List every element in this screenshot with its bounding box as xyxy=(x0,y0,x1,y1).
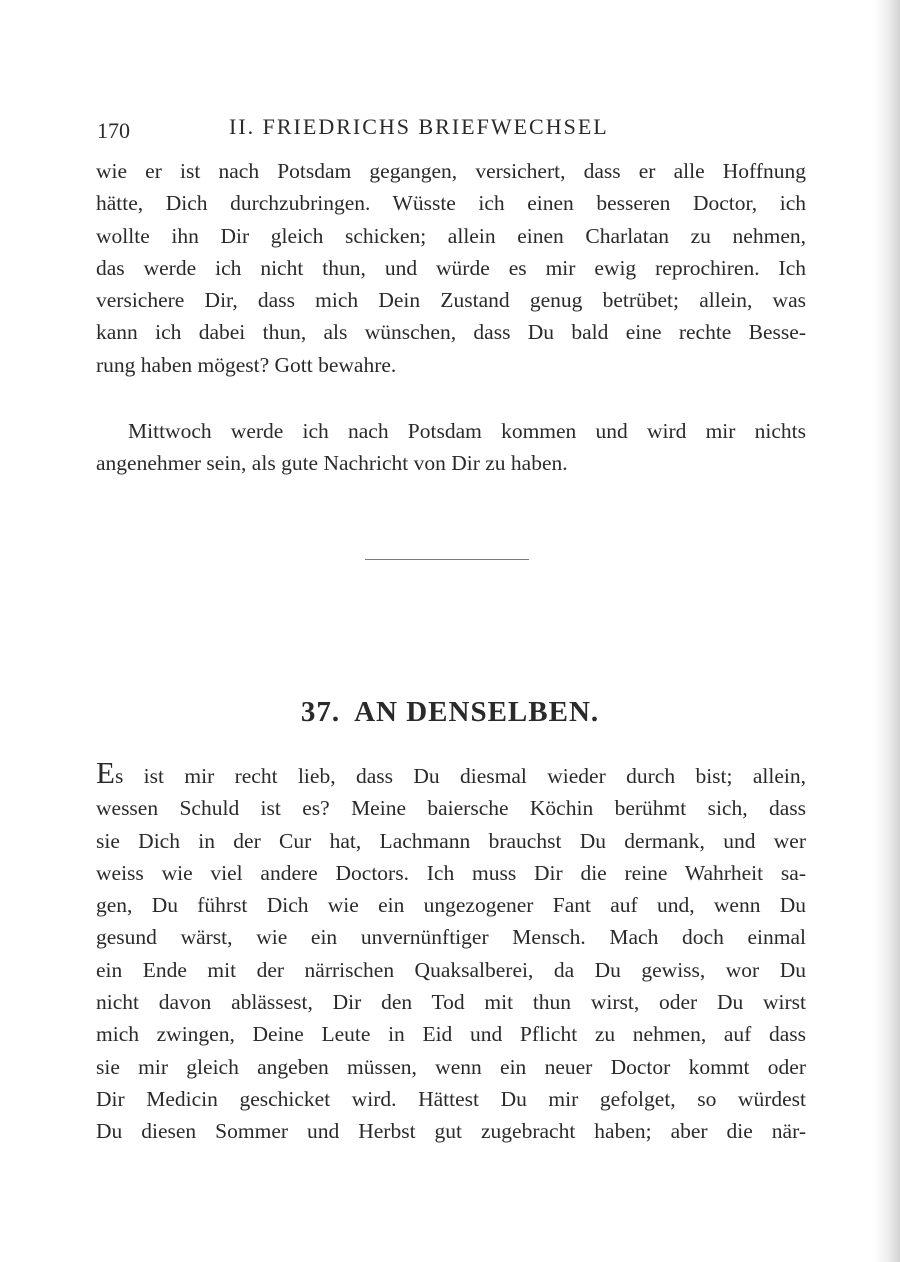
text-line: das werde ich nicht thun, und würde es mir ewig reprochiren. Ich xyxy=(96,255,806,280)
running-title: II. FRIEDRICHS BRIEFWECHSEL xyxy=(229,114,609,139)
text-line: wessen Schuld ist es? Meine baiersche Köchin berühmt sich, dass xyxy=(96,796,806,821)
running-head xyxy=(97,114,672,144)
text-line: Mittwoch werde ich nach Potsdam kommen und wird mir nichts xyxy=(128,419,806,443)
letter-number: 37. xyxy=(300,696,341,729)
text-line: versichere Dir, dass mich Dein Zustand genug betrübet; allein, was xyxy=(96,288,806,313)
text-line: gen, Du führst Dich wie ein ungezogener Fant auf und, wenn Du xyxy=(96,893,806,918)
text-line: Du diesen Sommer und Herbst gut zugebracht haben; aber die när- xyxy=(96,1119,806,1144)
first-line-text: s ist mir recht lieb, dass Du diesmal wieder durch bist; allein, xyxy=(114,764,806,788)
text-line: sie mir gleich angeben müssen, wenn ein neuer Doctor kommt oder xyxy=(96,1054,806,1079)
text-line: ein Ende mit der närrischen Quaksalberei, da Du gewiss, wor Du xyxy=(96,957,806,982)
drop-cap: E xyxy=(96,755,115,790)
paragraph-closing xyxy=(96,415,806,480)
letter-title: AN DENSELBEN. xyxy=(354,696,600,729)
text-line: hätte, Dich durchzubringen. Wüsste ich einen besseren Doctor, ich xyxy=(96,191,806,216)
letter-heading xyxy=(0,696,900,729)
text-line: wollte ihn Dir gleich schicken; allein einen Charlatan zu nehmen, xyxy=(96,223,806,248)
text-line: nicht davon ablässest, Dir den Tod mit thun wirst, oder Du wirst xyxy=(96,990,806,1015)
page-edge-shadow xyxy=(874,0,900,1262)
text-line: gesund wärst, wie ein unvernünftiger Mensch. Mach doch einmal xyxy=(96,925,806,950)
text-line: kann ich dabei thun, als wünschen, dass Du bald eine rechte Besse- xyxy=(96,320,806,345)
text-line: wie er ist nach Potsdam gegangen, versichert, dass er alle Hoffnung xyxy=(96,159,806,183)
text-line: rung haben mögest? Gott bewahre. xyxy=(96,352,397,377)
letter-body xyxy=(96,755,806,1148)
text-line: angenehmer sein, als gute Nachricht von Dir zu haben. xyxy=(96,451,568,476)
text-line: mich zwingen, Deine Leute in Eid und Pflicht zu nehmen, auf dass xyxy=(96,1022,806,1047)
text-line: weiss wie viel andere Doctors. Ich muss Dir die reine Wahrheit sa- xyxy=(96,860,806,885)
paragraph-continued xyxy=(96,155,806,381)
text-line: Dir Medicin geschicket wird. Hättest Du mir gefolget, so würdest xyxy=(96,1086,806,1111)
section-divider xyxy=(365,559,529,560)
text-line: sie Dich in der Cur hat, Lachmann brauchst Du dermank, und wer xyxy=(96,828,806,853)
page-number: 170 xyxy=(97,118,130,143)
text-line-first xyxy=(96,755,806,792)
